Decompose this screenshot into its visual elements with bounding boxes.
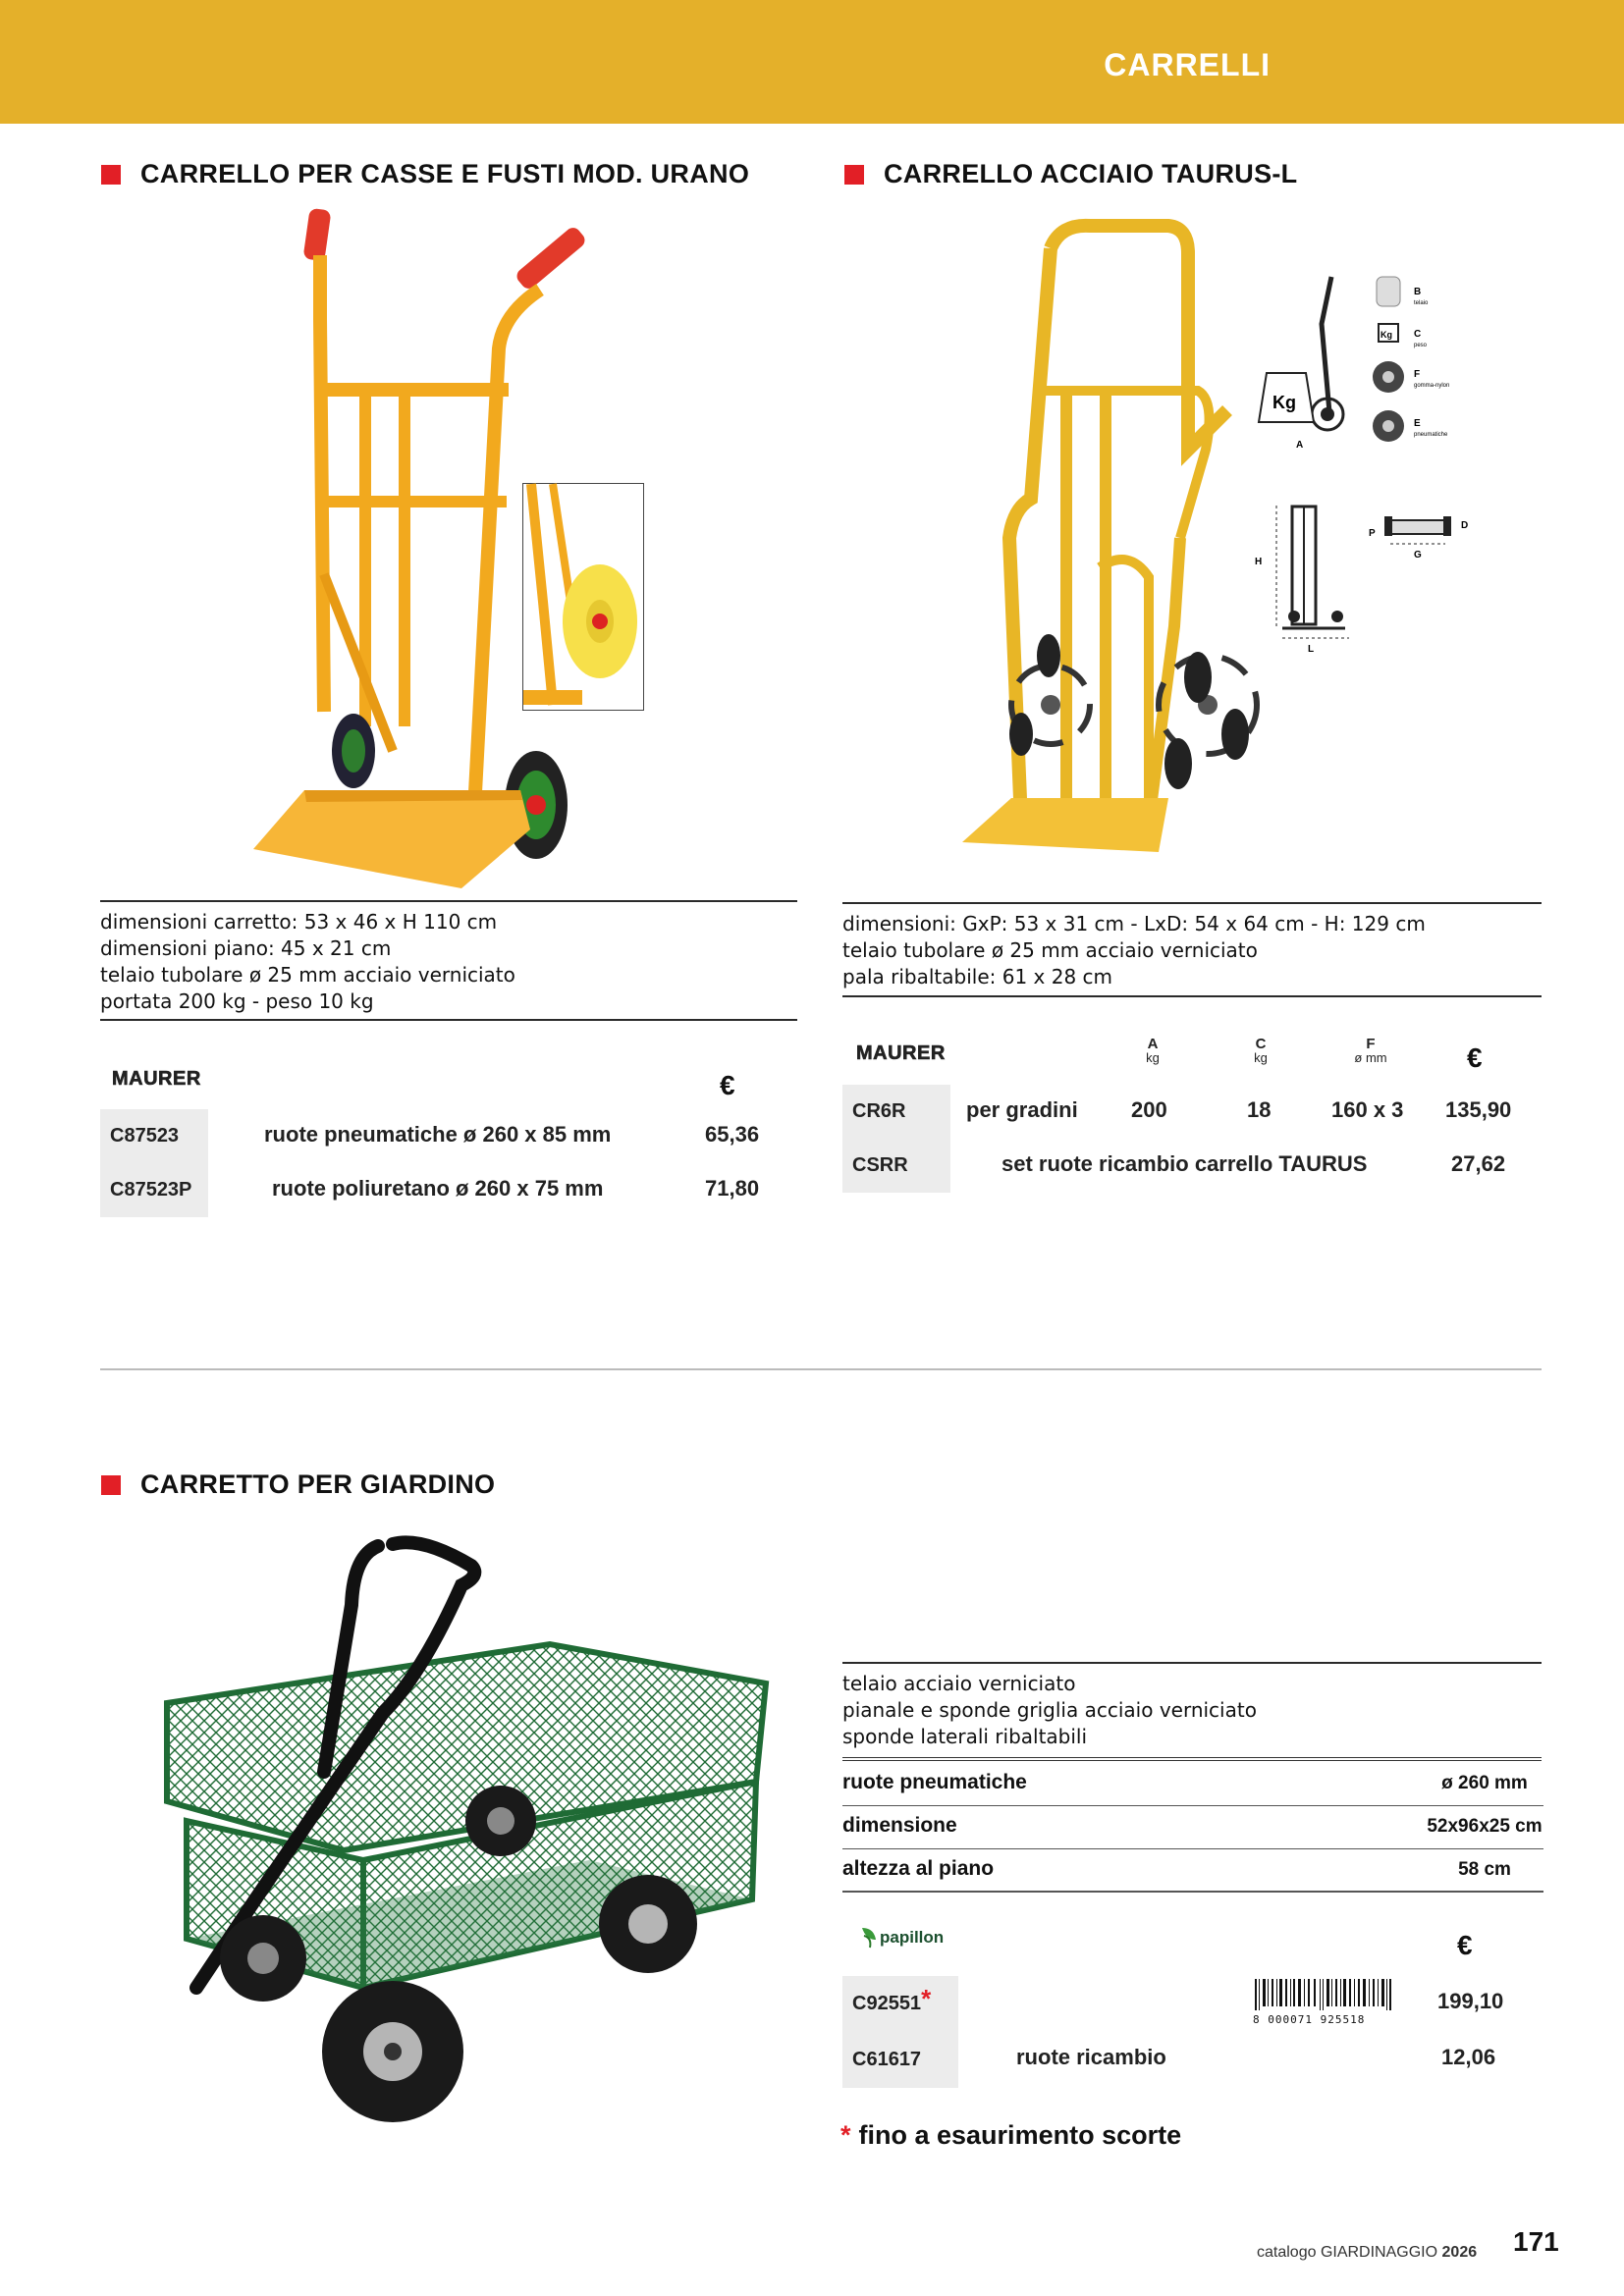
barcode-bars: [1253, 1979, 1392, 2010]
giardino-description: [842, 1671, 1257, 1750]
taurus-row-c: 18: [1247, 1097, 1272, 1122]
header-bar: [0, 0, 1624, 124]
urano-description: [100, 909, 515, 1015]
taurus-row-desc: per gradini: [966, 1097, 1078, 1122]
giardino-row-price: 12,06: [1441, 2045, 1496, 2069]
urano-desc-line: dimensioni carretto: 53 x 46 x H 110 cm: [100, 910, 498, 934]
legend-c-sub: peso: [1414, 343, 1428, 348]
urano-desc-line: dimensioni piano: 45 x 21 cm: [100, 936, 392, 960]
spec-value: 52x96x25 cm: [1427, 1816, 1543, 1837]
taurus-currency: €: [1467, 1042, 1483, 1073]
legend-g-label: G: [1414, 550, 1422, 561]
taurus-rule-bottom: [842, 995, 1542, 997]
barcode: [1253, 1979, 1392, 2026]
spec-value: 58 cm: [1458, 1859, 1511, 1880]
taurus-col-a-header: A kg: [1146, 1036, 1160, 1065]
spec-label: altezza al piano: [842, 1857, 995, 1880]
legend-p-label: P: [1369, 528, 1376, 539]
urano-rule-top: [100, 900, 797, 902]
urano-row-desc: ruote poliuretano ø 260 x 75 mm: [272, 1176, 604, 1201]
urano-title: CARRELLO PER CASSE E FUSTI MOD. URANO: [140, 159, 750, 188]
taurus-col-f-header: F ø mm: [1354, 1036, 1387, 1065]
taurus-desc-line: telaio tubolare ø 25 mm acciaio verniciato: [842, 938, 1258, 962]
taurus-desc-line: dimensioni: GxP: 53 x 31 cm - LxD: 54 x 64 cm - H: 129 cm: [842, 912, 1426, 935]
section-title-taurus: [844, 159, 1297, 189]
taurus-row-code: CSRR: [842, 1139, 950, 1193]
legend-kg-label: Kg: [1272, 393, 1296, 412]
legend-d-label: D: [1461, 520, 1469, 531]
stock-note: [840, 2120, 1181, 2151]
urano-row-desc: ruote pneumatiche ø 260 x 85 mm: [264, 1122, 612, 1147]
taurus-technical-legend: [1247, 265, 1483, 655]
giardino-desc-line: sponde laterali ribaltabili: [842, 1725, 1088, 1748]
taurus-row-price: 135,90: [1445, 1097, 1512, 1122]
taurus-description: [842, 911, 1426, 990]
papillon-brand-logo: [858, 1926, 944, 1949]
section-divider: [100, 1368, 1542, 1370]
legend-f-sub: gomma-nylon: [1414, 383, 1450, 389]
urano-row-code: C87523: [100, 1109, 208, 1163]
taurus-rule-top: [842, 902, 1542, 904]
footer-year: 2026: [1441, 2244, 1478, 2261]
taurus-title: CARRELLO ACCIAIO TAURUS-L: [884, 159, 1298, 188]
giardino-row-price: 199,10: [1437, 1989, 1504, 2013]
giardino-row-code: [842, 1976, 958, 2032]
giardino-desc-line: telaio acciaio verniciato: [842, 1672, 1076, 1695]
legend-l-label: L: [1308, 644, 1315, 655]
stock-note-text: fino a esaurimento scorte: [858, 2120, 1182, 2150]
wheel: [322, 1981, 463, 2122]
legend-c-label: C: [1414, 329, 1422, 340]
taurus-brand-logo: MAURER: [856, 1042, 946, 1064]
legend-a-label: A: [1296, 440, 1304, 451]
giardino-row-desc: ruote ricambio: [1016, 2045, 1166, 2069]
giardino-rule-double: [842, 1757, 1542, 1761]
urano-row-price: 71,80: [705, 1176, 760, 1201]
legend-b-label: B: [1414, 287, 1422, 297]
legend-h-label: H: [1255, 557, 1263, 567]
legend-e-sub: pneumatiche: [1414, 432, 1448, 438]
urano-desc-line: telaio tubolare ø 25 mm acciaio verniciato: [100, 963, 515, 987]
taurus-row-code: CR6R: [842, 1085, 950, 1139]
taurus-row-desc: set ruote ricambio carrello TAURUS: [1001, 1151, 1368, 1176]
taurus-cart-image: [952, 214, 1247, 852]
urano-desc-line: portata 200 kg - peso 10 kg: [100, 989, 374, 1013]
giardino-currency: €: [1457, 1930, 1473, 1960]
papillon-brand-text: papillon: [880, 1928, 945, 1947]
urano-row-price: 65,36: [705, 1122, 760, 1147]
svg-text:Kg: Kg: [1380, 330, 1392, 340]
section-title-giardino: [101, 1469, 495, 1500]
bullet-square-icon: [101, 1475, 121, 1495]
giardino-desc-line: pianale e sponde griglia acciaio verniciato: [842, 1698, 1257, 1722]
spec-row: [842, 1806, 1543, 1849]
taurus-row-price: 27,62: [1451, 1151, 1506, 1176]
page-number: 171: [1513, 2226, 1559, 2257]
urano-row-code: C87523P: [100, 1163, 208, 1217]
papillon-leaf-icon: [858, 1926, 880, 1949]
spec-row: [842, 1849, 1543, 1893]
giardino-cart-image: [128, 1526, 776, 2145]
giardino-row-code: C61617: [842, 2032, 958, 2088]
legend-b-sub: telaio: [1414, 300, 1429, 306]
bullet-square-icon: [844, 165, 864, 185]
giardino-title: CARRETTO PER GIARDINO: [140, 1469, 496, 1499]
legend-f-label: F: [1414, 369, 1421, 380]
urano-wheel-inset-image: [522, 483, 644, 711]
taurus-desc-line: pala ribaltabile: 61 x 28 cm: [842, 965, 1112, 988]
urano-rule-bottom: [100, 1019, 797, 1021]
asterisk-mark: *: [921, 1984, 932, 2013]
bullet-square-icon: [101, 165, 121, 185]
footer-catalog-text: catalogo GIARDINAGGIO: [1257, 2244, 1438, 2261]
taurus-row-a: 200: [1131, 1097, 1167, 1122]
taurus-row-f: 160 x 3: [1331, 1097, 1404, 1122]
taurus-col-c-header: C kg: [1254, 1036, 1268, 1065]
legend-e-label: E: [1414, 418, 1421, 429]
urano-brand-logo: MAURER: [112, 1068, 201, 1090]
giardino-rule-top: [842, 1662, 1542, 1664]
spec-label: ruote pneumatiche: [842, 1771, 1027, 1793]
spec-label: dimensione: [842, 1814, 957, 1837]
urano-currency: €: [720, 1070, 735, 1100]
spec-value: ø 260 mm: [1441, 1773, 1528, 1793]
barcode-number: 8 000071 925518: [1253, 2013, 1366, 2026]
footer-catalog: [1257, 2244, 1477, 2262]
section-title-urano: [101, 159, 749, 189]
asterisk-mark: *: [840, 2120, 851, 2150]
giardino-code-text: C92551: [852, 1993, 922, 2014]
spec-row: [842, 1763, 1543, 1806]
category-title: CARRELLI: [1104, 47, 1271, 82]
